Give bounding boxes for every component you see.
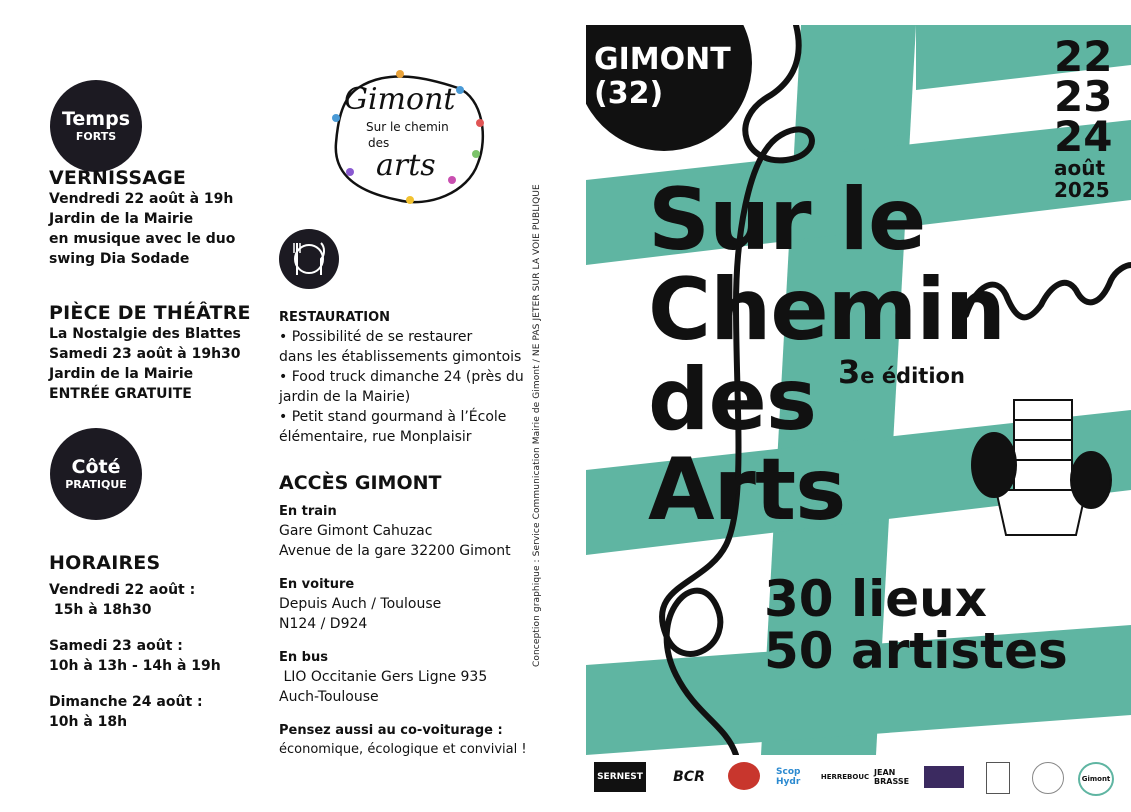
sponsor-logo-round (1032, 762, 1064, 794)
acces-train-label: En train (279, 504, 337, 519)
title-line: des (648, 350, 817, 450)
vernissage-line: swing Dia Sodade (49, 251, 190, 267)
title-line: Chemin (648, 260, 1005, 360)
logo-des: des (368, 136, 390, 150)
logo-arts: arts (376, 148, 436, 183)
restauration-section (279, 308, 524, 447)
sponsor-logo-purple (924, 766, 964, 788)
date-day-2: 23 (1054, 72, 1113, 121)
logo-subtitle: Sur le chemin (366, 120, 449, 134)
acces-covoit-line: économique, écologique et convivial ! (279, 742, 527, 757)
sponsor-logo-jean-brasse: JEAN BRASSE (874, 768, 910, 786)
theatre-title: PIÈCE DE THÉÂTRE (49, 302, 251, 324)
acces-bus-line: LIO Occitanie Gers Ligne 935 (279, 669, 488, 685)
theatre-line: La Nostalgie des Blattes (49, 326, 241, 342)
date-month: août (1054, 156, 1106, 180)
badge-cote-label: Côté (71, 455, 121, 478)
vernissage-line: Jardin de la Mairie (49, 211, 194, 227)
horaire-hours: 10h à 13h - 14h à 19h (49, 658, 221, 674)
temps-forts-badge (50, 80, 142, 172)
vertical-credit: Conception graphique : Service Communication Mairie de Gimont / NE PAS JETER SUR LA VOIE PUBLIQUE (532, 184, 542, 667)
date-year: 2025 (1054, 178, 1110, 202)
sponsor-logo-sernest: SERNEST (594, 762, 646, 792)
sponsor-logo-bcr: BCR (673, 769, 705, 785)
acces-voiture-line: N124 / D924 (279, 616, 368, 632)
horaire-day: Samedi 23 août : (49, 638, 183, 654)
restauration-line: élémentaire, rue Monplaisir (279, 429, 472, 445)
restauration-title: RESTAURATION (279, 310, 391, 325)
acces-section (279, 472, 527, 760)
edition-number: 3 (838, 353, 861, 391)
sponsor-logo-herrebouc: HERREBOUC (820, 773, 870, 781)
acces-train-line: Avenue de la gare 32200 Gimont (279, 543, 511, 559)
restauration-line: • Petit stand gourmand à l’École (279, 409, 507, 425)
gimont-logo (328, 68, 488, 210)
poster-dates (1054, 32, 1113, 202)
theatre-line: ENTRÉE GRATUITE (49, 386, 192, 402)
acces-bus-label: En bus (279, 650, 328, 665)
badge-forts-label: FORTS (75, 129, 117, 143)
restauration-line: • Possibilité de se restaurer (279, 329, 473, 345)
sponsor-logo-framed (986, 762, 1010, 794)
acces-voiture-label: En voiture (279, 577, 355, 592)
restauration-line: • Food truck dimanche 24 (près du (279, 369, 524, 385)
acces-voiture-line: Depuis Auch / Toulouse (279, 596, 442, 612)
vernissage-section (49, 167, 235, 269)
city-department: (32) (594, 76, 664, 111)
logo-gimont: Gimont (344, 82, 456, 117)
title-line: Sur le (648, 170, 926, 270)
title-line: Arts (648, 440, 846, 540)
badge-pratique-label: PRATIQUE (65, 477, 127, 491)
restauration-line: jardin de la Mairie) (279, 389, 411, 405)
vernissage-line: Vendredi 22 août à 19h (49, 191, 234, 207)
horaires-section (49, 552, 221, 732)
horaire-day: Vendredi 22 août : (49, 582, 196, 598)
date-day-1: 22 (1054, 32, 1113, 81)
city-name: GIMONT (594, 42, 731, 77)
stats-lieux: 30 lieux (764, 570, 988, 628)
vernissage-title: VERNISSAGE (49, 167, 187, 189)
stats-artistes: 50 artistes (764, 622, 1068, 680)
acces-title: ACCÈS GIMONT (279, 472, 442, 494)
poster-stats (764, 570, 1068, 680)
sponsor-logos (586, 762, 1131, 802)
poster-edition (838, 353, 965, 391)
vernissage-line: en musique avec le duo (49, 231, 236, 247)
cote-pratique-badge (50, 428, 142, 520)
sponsor-logo-scop-hydr: Scop Hydr (776, 767, 801, 787)
horaire-hours: 15h à 18h30 (49, 602, 152, 618)
theatre-line: Jardin de la Mairie (49, 366, 194, 382)
theatre-line: Samedi 23 août à 19h30 (49, 346, 241, 362)
acces-train-line: Gare Gimont Cahuzac (279, 523, 433, 539)
horaires-title: HORAIRES (49, 552, 161, 574)
acces-bus-line: Auch-Toulouse (279, 689, 379, 705)
date-day-3: 24 (1054, 112, 1113, 161)
horaire-hours: 10h à 18h (49, 714, 128, 730)
acces-covoit-label: Pensez aussi au co-voiturage : (279, 723, 503, 738)
badge-temps-label: Temps (61, 107, 131, 130)
horaire-day: Dimanche 24 août : (49, 694, 203, 710)
edition-text: e édition (860, 364, 965, 388)
sponsor-logo-red-circle (728, 762, 760, 790)
sponsor-logo-gimont: Gimont (1078, 762, 1114, 796)
fork-knife-plate-icon (279, 229, 339, 289)
poster (586, 25, 1131, 755)
poster-city (594, 43, 731, 111)
theatre-section (49, 302, 251, 404)
restauration-line: dans les établissements gimontois (279, 349, 522, 365)
